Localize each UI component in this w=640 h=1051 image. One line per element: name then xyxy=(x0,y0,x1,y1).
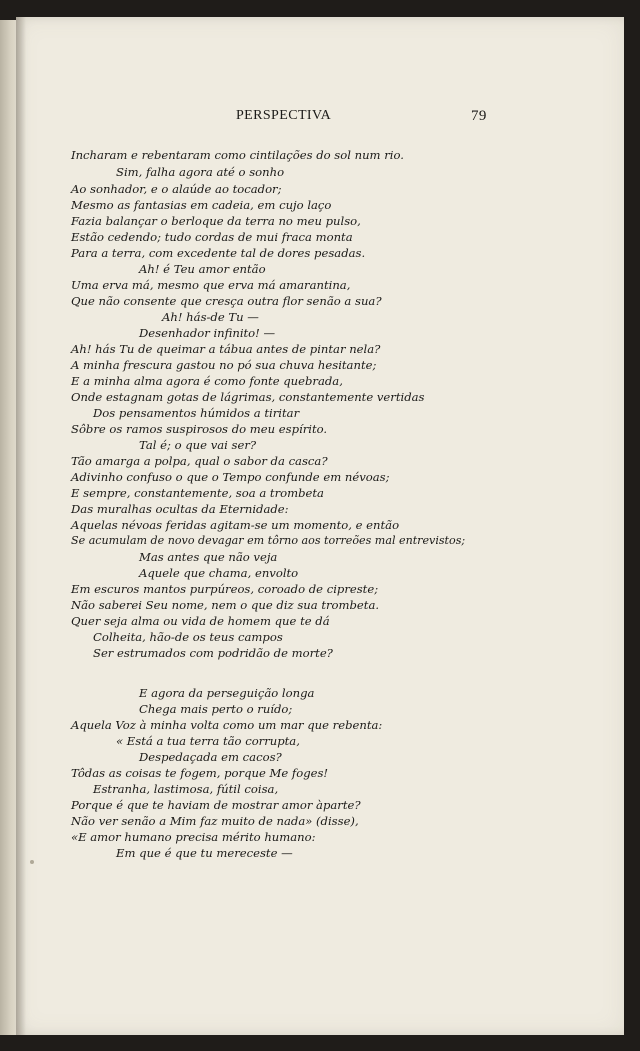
poem-line: Porque é que te haviam de mostrar amor àparte? xyxy=(71,798,361,812)
poem-line: Fazia balançar o berloque da terra no meu pulso, xyxy=(71,214,361,228)
poem-line: Ser estrumados com podridão de morte? xyxy=(93,646,333,660)
poem-line: Tal é; o que vai ser? xyxy=(139,438,257,452)
poem-line: Colheita, hão-de os teus campos xyxy=(93,630,283,644)
poem-line: Despedaçada em cacos? xyxy=(139,750,282,764)
poem-line: Tôdas as coisas te fogem, porque Me foges! xyxy=(71,766,329,780)
paper-speck xyxy=(30,860,34,864)
poem-line: Aquelas névoas feridas agitam-se um momento, e então xyxy=(71,518,400,532)
poem-line: Mesmo as fantasias em cadeia, em cujo laço xyxy=(71,198,332,212)
poem-line: Ah! hás Tu de queimar a tábua antes de pintar nela? xyxy=(71,342,381,356)
poem-line: Ah! é Teu amor então xyxy=(139,262,266,276)
poem-line: Não saberei Seu nome, nem o que diz sua trombeta. xyxy=(71,598,380,612)
poem-line: Para a terra, com excedente tal de dores pesadas. xyxy=(71,246,366,260)
poem-line: E a minha alma agora é como fonte quebrada, xyxy=(71,374,343,388)
poem-line: Aquele que chama, envolto xyxy=(139,566,299,580)
poem-line: Quer seja alma ou vida de homem que te dá xyxy=(71,614,330,628)
poem-line: Ah! hás-de Tu — xyxy=(162,310,259,324)
poem-line: E agora da perseguição longa xyxy=(139,686,315,700)
poem-line: Estão cedendo; tudo cordas de mui fraca monta xyxy=(71,230,353,244)
page-number: 79 xyxy=(471,108,487,124)
poem-line: Tão amarga a polpa, qual o sabor da casca? xyxy=(71,454,328,468)
poem-line: Chega mais perto o ruído; xyxy=(139,702,293,716)
poem-line: Mas antes que não veja xyxy=(139,550,278,564)
poem-line: Aquela Voz à minha volta como um mar que rebenta: xyxy=(71,718,383,732)
poem-line: A minha frescura gastou no pó sua chuva hesitante; xyxy=(71,358,377,372)
poem-line: Ao sonhador, e o alaúde ao tocador; xyxy=(71,182,282,196)
poem-line: Adivinho confuso o que o Tempo confunde em névoas; xyxy=(71,470,390,484)
poem-line: «E amor humano precisa mérito humano: xyxy=(71,830,316,844)
poem-line: Sim, falha agora até o sonho xyxy=(116,165,285,179)
poem-line: Sôbre os ramos suspirosos do meu espírito. xyxy=(71,422,328,436)
poem-line: Se acumulam de novo devagar em tôrno aos torreões mal entrevistos; xyxy=(71,534,466,547)
poem-line: Desenhador infinito! — xyxy=(139,326,276,340)
poem-line: Que não consente que cresça outra flor senão a sua? xyxy=(71,294,382,308)
poem-line: Dos pensamentos húmidos a tiritar xyxy=(93,406,300,420)
poem-line: Em escuros mantos purpúreos, coroado de cipreste; xyxy=(71,582,379,596)
poem-line: « Está a tua terra tão corrupta, xyxy=(116,734,300,748)
running-head-title: PERSPECTIVA xyxy=(236,108,332,123)
poem-line: Em que é que tu mereceste — xyxy=(116,846,293,860)
poem-line: Das muralhas ocultas da Eternidade: xyxy=(71,502,289,516)
poem-line: Uma erva má, mesmo que erva má amarantina, xyxy=(71,278,351,292)
poem-line: Não ver senão a Mim faz muito de nada» (disse), xyxy=(71,814,359,828)
poem-line: Onde estagnam gotas de lágrimas, constantemente vertidas xyxy=(71,390,425,404)
poem-line: Incharam e rebentaram como cintilações do sol num rio. xyxy=(71,148,404,162)
poem-line: E sempre, constantemente, soa a trombeta xyxy=(71,486,324,500)
poem-line: Estranha, lastimosa, fútil coisa, xyxy=(93,782,279,796)
